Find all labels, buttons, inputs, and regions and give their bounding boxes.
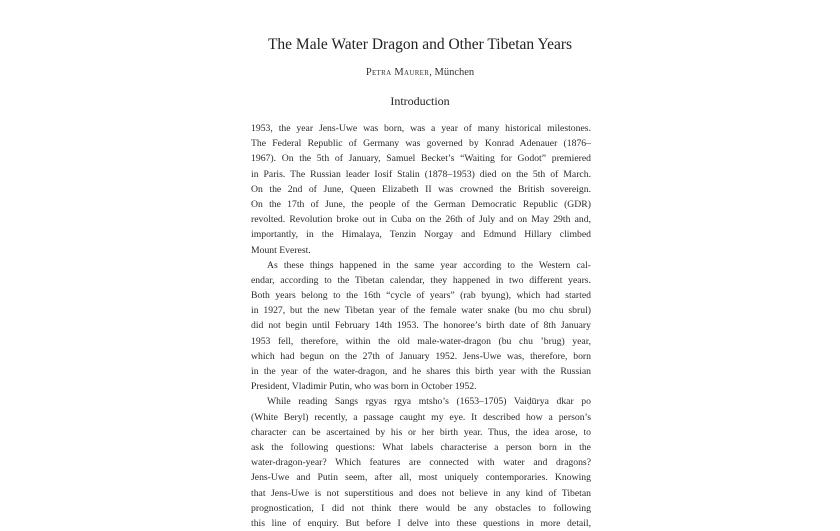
text-line: in the year of the water-dragon, and he shares this birth year with the Russian xyxy=(251,366,591,377)
text-line: this line of enquiry. But before I delve into these questions in more detail, xyxy=(251,517,591,529)
text-line: Jens-Uwe and Putin seem, after all, most uniquely contemporaries. Knowing xyxy=(251,472,591,484)
text-line: in 1927, but the new Tibetan year of the female water snake (bu mo chu sbrul) xyxy=(251,305,591,317)
text-line: in Paris. The Russian leader Iosif Stalin (1878–1953) died on the 5th of March. xyxy=(251,168,591,180)
text-line: As these things happened in the same year according to the Western cal- xyxy=(267,259,591,271)
body-text xyxy=(251,121,591,531)
document-title: The Male Water Dragon and Other Tibetan Years xyxy=(267,36,573,53)
text-line: (White Beryl) recently, a passage caught my eye. It described how a person’s xyxy=(251,411,591,423)
author-line xyxy=(0,67,840,78)
text-line: Both years belong to the 16th “cycle of years” (rab byung), which had started xyxy=(251,290,591,302)
text-line: 1953 fell, therefore, within the old male-water-dragon (bu chu ’brug) year, xyxy=(251,335,591,347)
text-line: endar, according to the Tibetan calendar, they happened in two different years. xyxy=(251,274,591,286)
section-heading: Introduction xyxy=(390,94,450,108)
text-line: The Federal Republic of Germany was governed by Konrad Adenauer (1876– xyxy=(251,138,591,150)
text-line: prognostication, I did not think there would be any obstacles to following xyxy=(251,502,591,514)
text-line: that Jens-Uwe is not superstitious and does not believe in any kind of Tibetan xyxy=(251,487,591,499)
author-place: , München xyxy=(429,67,475,78)
text-line: importantly, in the Himalaya, Tenzin Norgay and Edmund Hillary climbed xyxy=(251,229,591,241)
text-line: On the 2nd of June, Queen Elizabeth II was crowned the British sovereign. xyxy=(251,183,591,195)
text-line: did not begin until February 14th 1953. The honoree’s birth date of 8th January xyxy=(251,320,591,332)
text-line: character can be ascertained by his or her birth year. Thus, the idea arose, to xyxy=(251,426,591,438)
text-line: President, Vladimir Putin, who was born in October 1952. xyxy=(251,381,477,393)
text-line: 1953, the year Jens-Uwe was born, was a year of many historical milestones. xyxy=(251,123,591,134)
author-name: Petra Maurer xyxy=(365,67,430,78)
text-line: revolted. Revolution broke out in Cuba on the 26th of July and on May 29th and, xyxy=(251,214,591,226)
text-line: ask the following questions: What labels characterise a person born in the xyxy=(251,441,591,453)
text-line: While reading Sangs rgyas rgya mtsho’s (1653–1705) Vaiḍūrya dkar po xyxy=(267,396,591,408)
text-line: which had begun on the 27th of January 1952. Jens-Uwe was, therefore, born xyxy=(251,350,591,362)
text-line: On the 17th of June, the people of the German Democratic Republic (GDR) xyxy=(251,198,591,210)
text-line: water-dragon-year? Which features are connected with water and dragons? xyxy=(251,457,591,469)
text-line: 1967). On the 5th of January, Samuel Becket’s “Waiting for Godot” premiered xyxy=(251,153,591,165)
text-line: Mount Everest. xyxy=(251,244,311,256)
